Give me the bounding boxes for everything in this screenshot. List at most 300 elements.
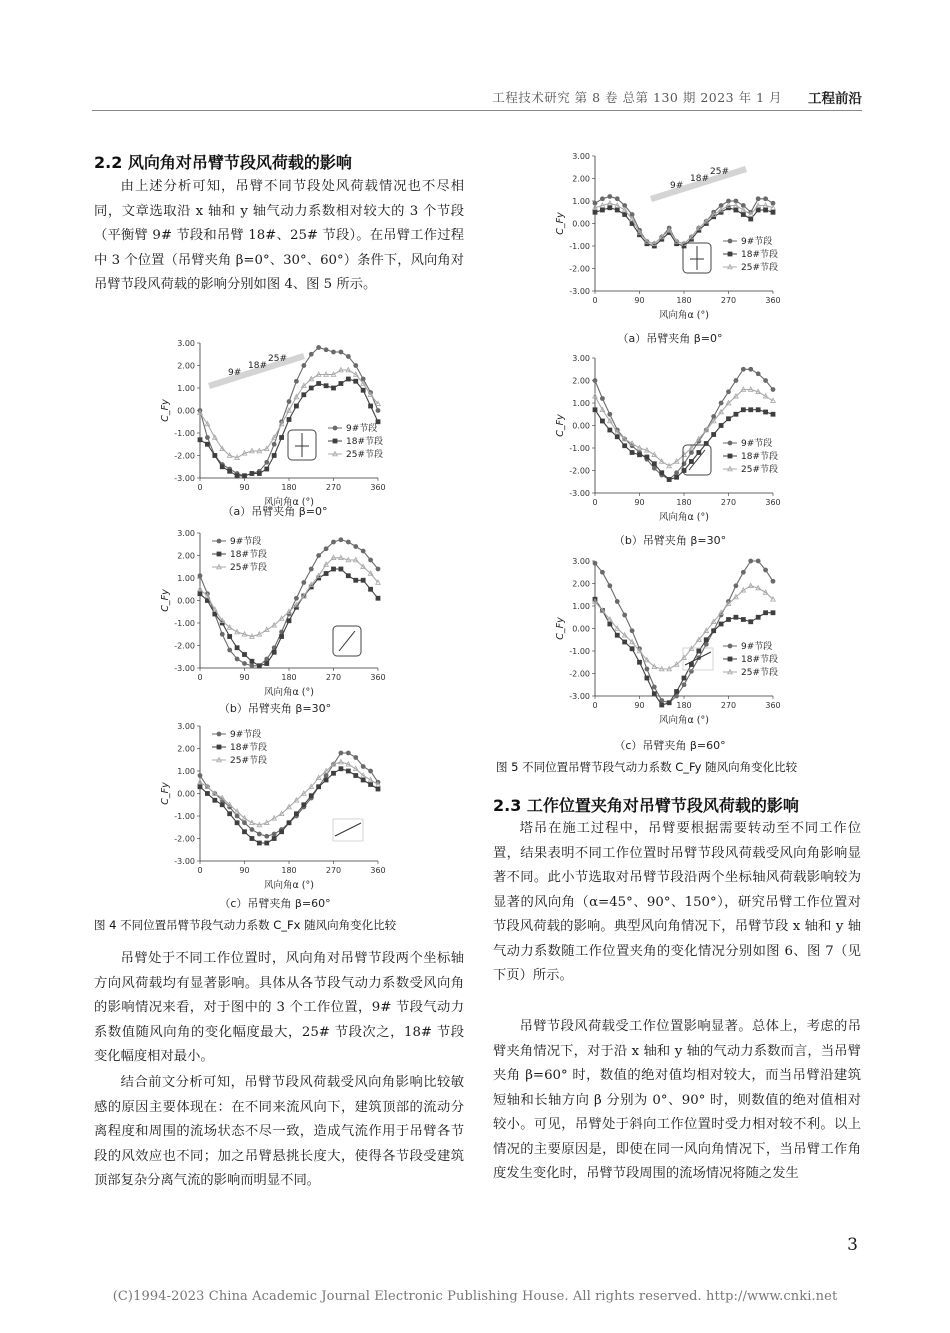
data-point [228, 648, 232, 652]
data-point [346, 574, 350, 578]
data-point [243, 474, 247, 478]
data-point [198, 774, 202, 778]
data-point [727, 618, 731, 622]
x-tick-label: 270 [325, 673, 342, 682]
y-tick-label: 1.00 [177, 384, 195, 393]
fig5-caption [496, 759, 797, 775]
legend-marker [217, 539, 221, 543]
data-point [361, 549, 365, 553]
x-tick-label: 90 [239, 483, 250, 492]
boom-position-icon [683, 243, 711, 273]
legend [328, 422, 383, 460]
data-point [749, 559, 753, 563]
data-point [615, 197, 619, 201]
data-point [354, 545, 358, 549]
x-axis-label: 风向角α (°) [264, 497, 314, 508]
y-tick-label: 2.00 [177, 744, 195, 754]
data-point [243, 662, 247, 666]
data-point [600, 397, 604, 401]
x-tick-label: 0 [197, 673, 203, 682]
data-point [764, 410, 768, 414]
data-point [198, 438, 202, 442]
y-tick-label: 3.00 [572, 557, 590, 566]
data-point [727, 417, 731, 421]
data-point [369, 587, 373, 591]
fig4a-chart [160, 335, 390, 515]
section-2-3-para-1: 塔吊在施工过程中，吊臂要根据需要转动至不同工作位置，结果表明不同工作位置时吊臂节段风荷载受风向角影响显著不同。此小节选取对吊臂节段沿两个坐标轴风荷载影响较为显著的风向角（α=45°、90°、150°），研究吊臂工作位置对节段风荷载的影响。典型风向角情况下，吊臂节段 x 轴和 y 轴气动力系数随工作位置夹角的变化情况分别如图 6、图 7（见下页）所示。 [493, 821, 861, 983]
legend-label: 25#节段 [230, 563, 267, 573]
x-tick-label: 270 [325, 866, 342, 875]
icon-boom-line [335, 823, 361, 836]
data-point [764, 611, 768, 615]
data-point [354, 379, 358, 383]
segment-label: 18# [690, 174, 709, 184]
boom-position-icon [683, 445, 711, 475]
data-point [615, 633, 619, 637]
legend-marker [728, 454, 732, 458]
x-tick-label: 0 [197, 866, 203, 875]
data-point [302, 803, 306, 807]
x-tick-label: 180 [676, 296, 692, 305]
data-point [250, 659, 254, 663]
legend-marker [728, 239, 732, 243]
x-tick-label: 360 [765, 701, 781, 710]
data-point [630, 629, 634, 633]
data-point [697, 451, 701, 455]
series-line [200, 769, 378, 843]
data-point [235, 646, 239, 650]
data-point [287, 400, 291, 404]
fig5a-caption: （a）吊臂夹角 β=0° [617, 332, 723, 345]
y-tick-label: -3.00 [569, 287, 590, 296]
data-point [638, 453, 642, 457]
data-point [317, 785, 321, 789]
data-point [719, 424, 723, 428]
y-tick-label: -2.00 [174, 641, 195, 651]
data-point [324, 572, 328, 576]
data-point [346, 377, 350, 381]
y-axis-label: C_Fy [555, 414, 566, 437]
x-tick-label: 360 [765, 498, 781, 507]
data-point [727, 390, 731, 394]
data-point [220, 632, 224, 636]
data-point [623, 213, 627, 217]
boom-position-icon [288, 430, 316, 460]
data-point [675, 475, 679, 479]
data-point [235, 657, 239, 661]
legend-label: 18#节段 [230, 550, 267, 560]
data-point [771, 611, 775, 615]
boom-position-icon [333, 626, 361, 656]
y-tick-label: 2.00 [177, 361, 195, 371]
data-point [623, 640, 627, 644]
y-axis-label: C_Fy [160, 399, 171, 422]
data-point [265, 841, 269, 845]
legend-label: 9#节段 [230, 537, 262, 547]
legend-marker [333, 426, 337, 430]
data-point [198, 592, 202, 596]
y-tick-label: 3.00 [572, 354, 590, 363]
x-tick-label: 180 [281, 483, 297, 492]
y-tick-label: -1.00 [569, 444, 590, 453]
data-point [712, 433, 716, 437]
data-point [652, 466, 656, 470]
data-point [771, 388, 775, 392]
data-point [645, 676, 649, 680]
series-2 [198, 767, 380, 845]
data-point [339, 538, 343, 542]
legend-marker [217, 745, 221, 749]
y-tick-label: -3.00 [174, 664, 195, 673]
boom-bar [650, 166, 747, 202]
legend [212, 535, 267, 573]
data-point [376, 567, 380, 571]
fig4a-caption: （a）吊臂夹角 β=0° [222, 505, 328, 518]
data-point [250, 837, 254, 841]
y-tick-label: -3.00 [174, 857, 195, 866]
legend-marker [333, 439, 337, 443]
y-axis-label: C_Fy [555, 617, 566, 640]
data-point [376, 596, 380, 600]
y-tick-label: 3.00 [177, 339, 195, 348]
data-point [265, 467, 269, 471]
data-point [756, 559, 760, 563]
x-tick-label: 0 [592, 498, 598, 507]
y-tick-label: 0.00 [572, 421, 590, 431]
y-tick-label: 0.00 [572, 624, 590, 634]
data-point [600, 208, 604, 212]
y-tick-label: -2.00 [569, 264, 590, 274]
y-tick-label: 1.00 [572, 399, 590, 408]
fig5c-caption: （c）吊臂夹角 β=60° [614, 739, 726, 752]
legend-marker [728, 644, 732, 648]
data-point [771, 210, 775, 214]
legend [723, 437, 778, 475]
data-point [675, 690, 679, 694]
data-point [675, 471, 679, 475]
data-point [265, 662, 269, 666]
legend-label: 18#节段 [741, 655, 778, 665]
x-tick-label: 360 [370, 866, 386, 875]
data-point [593, 210, 597, 214]
x-tick-label: 360 [765, 296, 781, 305]
data-point [652, 462, 656, 466]
series-2 [593, 597, 775, 707]
data-point [682, 676, 686, 680]
data-point [324, 547, 328, 551]
legend-marker [217, 732, 221, 736]
y-tick-label: 3.00 [177, 722, 195, 731]
data-point [697, 649, 701, 653]
data-point [615, 208, 619, 212]
legend-label: 18#节段 [230, 743, 267, 753]
series-3 [198, 760, 381, 827]
x-tick-label: 270 [720, 296, 737, 305]
data-point [220, 803, 224, 807]
y-tick-label: 2.00 [572, 174, 590, 184]
y-tick-label: -3.00 [569, 489, 590, 498]
y-tick-label: 1.00 [572, 602, 590, 611]
data-point [689, 460, 693, 464]
legend-label: 25#节段 [741, 263, 778, 273]
data-point [309, 794, 313, 798]
data-point [272, 454, 276, 458]
fig5-caption-text: 图 5 不同位置吊臂节段气动力系数 C_Fy 随风向角变化比较 [496, 760, 798, 774]
data-point [294, 812, 298, 816]
data-point [257, 841, 261, 845]
legend [212, 728, 267, 766]
data-point [361, 388, 365, 392]
data-point [354, 578, 358, 582]
data-point [317, 382, 321, 386]
data-point [645, 667, 649, 671]
data-point [734, 615, 738, 619]
data-point [324, 384, 328, 388]
data-point [272, 442, 276, 446]
x-axis-label: 风向角α (°) [659, 310, 709, 321]
data-point [243, 653, 247, 657]
data-point [660, 703, 664, 707]
boom-bar [208, 353, 305, 389]
data-point [593, 408, 597, 412]
data-point [741, 213, 745, 217]
legend-label: 9#节段 [741, 237, 773, 247]
data-point [205, 442, 209, 446]
series-line [200, 762, 378, 825]
data-point [280, 436, 284, 440]
series-line [200, 558, 378, 637]
data-point [756, 372, 760, 376]
x-tick-label: 360 [370, 483, 386, 492]
y-tick-label: 1.00 [177, 574, 195, 583]
section-2-3-title: 2.3 工作位置夹角对吊臂节段风荷载的影响 [493, 796, 799, 815]
data-point [250, 828, 254, 832]
fig5b-chart [555, 350, 785, 530]
data-point [593, 379, 597, 383]
data-point [749, 408, 753, 412]
data-point [630, 451, 634, 455]
data-point [265, 834, 269, 838]
data-point [764, 568, 768, 572]
segment-label: 25# [268, 354, 287, 364]
data-point [354, 756, 358, 760]
y-tick-label: -2.00 [569, 669, 590, 679]
data-point [272, 650, 276, 654]
data-point [704, 638, 708, 642]
fig4c-caption: （c）吊臂夹角 β=60° [219, 897, 331, 910]
data-point [324, 348, 328, 352]
data-point [272, 832, 276, 836]
data-point [645, 455, 649, 459]
data-point [205, 436, 209, 440]
data-point [250, 472, 254, 476]
data-point [361, 778, 365, 782]
y-tick-label: 0.00 [177, 789, 195, 799]
x-tick-label: 90 [634, 296, 645, 305]
legend-label: 9#节段 [741, 439, 773, 449]
data-point [309, 386, 313, 390]
data-point [749, 620, 753, 624]
legend-marker [217, 552, 221, 556]
boom-sketch-inset [650, 166, 747, 202]
data-point [346, 751, 350, 755]
x-tick-label: 180 [281, 866, 297, 875]
data-point [756, 615, 760, 619]
data-point [354, 774, 358, 778]
data-point [741, 618, 745, 622]
x-tick-label: 90 [634, 498, 645, 507]
x-tick-label: 270 [720, 701, 737, 710]
data-point [287, 418, 291, 422]
boom-position-icon [333, 819, 363, 841]
data-point [332, 350, 336, 354]
data-point [361, 578, 365, 582]
data-point [689, 451, 693, 455]
legend-marker [728, 441, 732, 445]
data-point [287, 821, 291, 825]
data-point [339, 350, 343, 354]
section-2-3-para-2: 吊臂节段风荷载受工作位置影响显著。总体上，考虑的吊臂夹角情况下，对于沿 x 轴和 y 轴的气动力系数而言，当吊臂夹角 β=60° 时，数值的绝对值均相对较大，而当吊臂沿建筑短轴和长轴方向 β 分别为 0°、90° 时，则数值的绝对值相对较小。可见，吊臂处于斜向工作位置时受力相对较不利。以上情况的主要原因是，即使在同一风向角情况下，当吊臂工作角度发生变化时，吊臂节段周围的流场情况将随之发生 [493, 1019, 861, 1181]
data-point [749, 217, 753, 221]
fig4b-chart [160, 525, 390, 705]
segment-label: 9# [670, 181, 684, 191]
data-point [257, 664, 261, 668]
data-point [719, 622, 723, 626]
data-point [346, 540, 350, 544]
segment-label: 9# [228, 368, 242, 378]
x-tick-label: 270 [720, 498, 737, 507]
data-point [339, 751, 343, 755]
section-2-2-para-1: 由上述分析可知，吊臂不同节段处风荷载情况也不尽相同，文章选取沿 x 轴和 y 轴气动力系数相对较大的 3 个节段（平衡臂 9# 节段和吊臂 18#、25# 节段）。在吊臂工作过程中 3 个位置（吊臂夹角 β=0°、30°、60°）条件下，风向角对吊臂节段风荷载的影响分别如图 4、图 5 所示。 [94, 179, 464, 292]
data-point [369, 558, 373, 562]
series-1 [198, 538, 380, 668]
data-point [608, 584, 612, 588]
y-tick-label: -2.00 [569, 466, 590, 476]
data-point [734, 412, 738, 416]
data-point [346, 355, 350, 359]
legend-label: 9#节段 [346, 424, 378, 434]
data-point [764, 197, 768, 201]
data-point [608, 428, 612, 432]
data-point [235, 814, 239, 818]
y-axis-label: C_Fy [160, 782, 171, 805]
data-point [369, 783, 373, 787]
data-point [369, 404, 373, 408]
data-point [682, 683, 686, 687]
x-tick-label: 90 [239, 866, 250, 875]
data-point [712, 629, 716, 633]
data-point [317, 554, 321, 558]
y-tick-label: 2.00 [177, 551, 195, 561]
data-point [615, 600, 619, 604]
data-point [198, 574, 202, 578]
data-point [302, 581, 306, 585]
data-point [369, 769, 373, 773]
x-tick-label: 180 [676, 701, 692, 710]
x-tick-label: 180 [676, 498, 692, 507]
data-point [608, 206, 612, 210]
section-2-2-title: 2.2 风向角对吊臂节段风荷载的影响 [94, 153, 352, 172]
data-point [756, 197, 760, 201]
y-tick-label: -1.00 [174, 812, 195, 821]
y-tick-label: -3.00 [569, 692, 590, 701]
data-point [332, 386, 336, 390]
data-point [630, 647, 634, 651]
data-point [280, 635, 284, 639]
data-point [324, 774, 328, 778]
series-1 [198, 751, 380, 838]
data-point [623, 444, 627, 448]
legend-label: 9#节段 [741, 642, 773, 652]
data-point [324, 778, 328, 782]
x-axis-label: 风向角α (°) [659, 512, 709, 523]
data-point [376, 409, 380, 413]
segment-label: 18# [248, 361, 267, 371]
data-point [734, 208, 738, 212]
page-header [92, 88, 862, 111]
data-point [309, 567, 313, 571]
data-point [734, 379, 738, 383]
series-2 [198, 567, 380, 668]
data-point [600, 419, 604, 423]
y-tick-label: -1.00 [174, 619, 195, 628]
y-tick-label: -1.00 [174, 429, 195, 438]
data-point [243, 821, 247, 825]
data-point [302, 364, 306, 368]
icon-boom-line [339, 631, 355, 651]
data-point [235, 474, 239, 478]
data-point [213, 454, 217, 458]
fig4-caption-text: 图 4 不同位置吊臂节段气动力系数 C_Fx 随风向角变化比较 [94, 918, 397, 932]
legend-label: 25#节段 [741, 668, 778, 678]
legend [723, 235, 778, 273]
data-point [265, 657, 269, 661]
data-point [250, 664, 254, 668]
legend-label: 25#节段 [230, 756, 267, 766]
y-tick-label: 1.00 [177, 767, 195, 776]
data-point [339, 567, 343, 571]
data-point [376, 787, 380, 791]
x-tick-label: 90 [239, 673, 250, 682]
data-point [257, 832, 261, 836]
fig5a-chart [555, 148, 785, 328]
x-tick-label: 0 [197, 483, 203, 492]
data-point [638, 660, 642, 664]
y-tick-label: -2.00 [174, 451, 195, 461]
data-point [243, 830, 247, 834]
data-point [689, 663, 693, 667]
y-tick-label: 2.00 [572, 376, 590, 386]
legend-label: 25#节段 [741, 465, 778, 475]
data-point [220, 465, 224, 469]
y-tick-label: -1.00 [569, 647, 590, 656]
x-tick-label: 0 [592, 701, 598, 710]
data-point [764, 208, 768, 212]
fig4b-caption: （b）吊臂夹角 β=30° [218, 702, 332, 715]
legend-label: 18#节段 [346, 437, 383, 447]
data-point [257, 472, 261, 476]
data-point [608, 195, 612, 199]
legend-label: 18#节段 [741, 250, 778, 260]
data-point [272, 837, 276, 841]
y-tick-label: 0.00 [177, 406, 195, 416]
legend [723, 640, 778, 678]
fig5c-chart [555, 553, 785, 733]
data-point [771, 579, 775, 583]
y-tick-label: -1.00 [569, 242, 590, 251]
data-point [235, 821, 239, 825]
data-point [339, 767, 343, 771]
